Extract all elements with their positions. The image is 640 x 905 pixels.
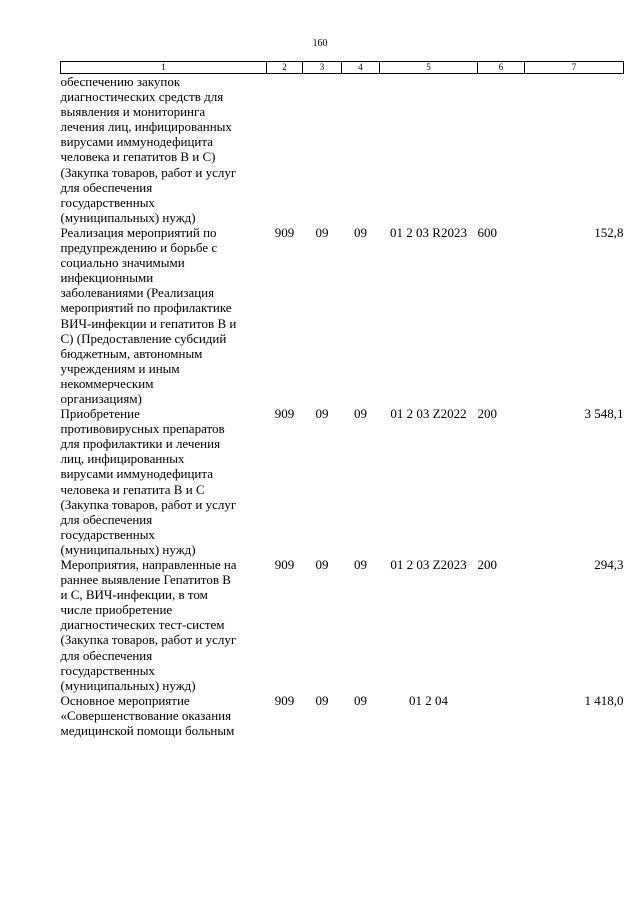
subsection-code [342, 74, 380, 225]
description-line: некоммерческим [60, 375, 154, 391]
ministry-code: 909 [274, 557, 295, 572]
table-row [61, 225, 624, 406]
description-line: (муниципальных) нужд) [60, 677, 196, 693]
table-row [61, 406, 624, 557]
table-row [61, 693, 624, 738]
description-line: «Совершенствование оказания [60, 707, 232, 723]
row-description [61, 693, 267, 738]
description-line: (муниципальных) нужд) [60, 541, 196, 557]
col-header-6: 6 [478, 62, 525, 74]
description-line: лиц, инфицированных [60, 451, 185, 467]
description-line: (муниципальных) нужд) [60, 209, 196, 225]
subsection-code: 09 [354, 224, 367, 240]
description-line: заболеваниями (Реализация [60, 285, 215, 301]
section-code: 09 [315, 557, 329, 572]
table-body [61, 74, 624, 739]
amount: 294,3 [594, 557, 624, 572]
description-line: Реализация мероприятий по [60, 224, 217, 240]
description-line: для обеспечения [60, 647, 153, 663]
description-line: диагностических тест-систем [60, 617, 225, 633]
description-line: вирусами иммунодефицита [60, 134, 213, 150]
header-row [61, 62, 624, 74]
description-line: выявления и мониторинга [60, 104, 206, 120]
expense-type-code: 600 [477, 224, 497, 240]
description-line: Основное мероприятие [60, 692, 190, 708]
page-number: 160 [312, 38, 328, 49]
description-line: числе приобретение [60, 602, 173, 618]
description-line: государственных [60, 194, 155, 210]
budget-table [60, 61, 624, 738]
amount: 152,8 [594, 224, 624, 240]
description-line: бюджетным, автономным [60, 345, 203, 361]
description-line: человека и гепатитов В и С) [60, 149, 216, 165]
section-code [303, 74, 342, 225]
row-description [61, 74, 267, 225]
description-line: вирусами иммунодефицита [60, 466, 213, 482]
description-line: государственных [60, 662, 155, 678]
description-line: ВИЧ-инфекции и гепатитов В и [60, 315, 237, 331]
target-article-code [380, 74, 478, 225]
description-line: раннее выявление Гепатитов В [60, 572, 231, 588]
description-line: социально значимыми [60, 255, 185, 271]
section-code: 09 [315, 224, 329, 240]
subsection-code: 09 [354, 406, 367, 422]
description-line: (Закупка товаров, работ и услуг [60, 164, 237, 180]
col-header-4: 4 [342, 62, 380, 74]
description-line: человека и гепатита В и С [60, 481, 205, 497]
amount [525, 74, 624, 225]
description-line: диагностических средств для [60, 89, 224, 105]
description-line: лечения лиц, инфицированных [60, 119, 232, 135]
description-line: для профилактики и лечения [60, 436, 221, 452]
description-line: и С, ВИЧ-инфекции, в том [60, 587, 208, 603]
description-line: обеспечению закупок [60, 74, 181, 89]
amount: 1 418,0 [584, 692, 624, 708]
expense-type-code: 200 [477, 406, 497, 422]
col-header-5: 5 [380, 62, 478, 74]
description-line: (Закупка товаров, работ и услуг [60, 632, 237, 648]
expense-type-code: 200 [477, 557, 497, 572]
ministry-code: 909 [274, 406, 295, 422]
description-line: С) (Предоставление субсидий [60, 330, 227, 346]
row-description [61, 557, 267, 693]
table-row [61, 557, 624, 693]
ministry-code [267, 74, 303, 225]
description-line: мероприятий по профилактике [60, 300, 232, 316]
ministry-code: 909 [274, 224, 295, 240]
description-line: Мероприятия, направленные на [60, 557, 237, 572]
row-description [61, 406, 267, 557]
description-line: медицинской помощи больным [60, 723, 235, 739]
description-line: инфекционными [60, 270, 154, 286]
section-code: 09 [315, 692, 329, 708]
ministry-code: 909 [274, 692, 295, 708]
description-line: организациям) [60, 390, 142, 406]
col-header-7: 7 [525, 62, 624, 74]
target-article-code: 01 2 03 Z2022 [390, 406, 467, 422]
target-article-code: 01 2 03 R2023 [390, 224, 467, 240]
target-article-code: 01 2 04 [409, 692, 448, 708]
subsection-code: 09 [354, 557, 367, 572]
col-header-1: 1 [61, 62, 267, 74]
description-line: (Закупка товаров, работ и услуг [60, 496, 237, 512]
expense-type-code [478, 693, 525, 738]
description-line: для обеспечения [60, 511, 153, 527]
description-line: противовирусных препаратов [60, 421, 225, 437]
description-line: Приобретение [60, 406, 140, 422]
description-line: предупреждению и борьбе с [60, 240, 218, 256]
row-description [61, 225, 267, 406]
col-header-2: 2 [267, 62, 303, 74]
col-header-3: 3 [303, 62, 342, 74]
expense-type-code [478, 74, 525, 225]
target-article-code: 01 2 03 Z2023 [390, 557, 467, 572]
description-line: для обеспечения [60, 179, 153, 195]
subsection-code: 09 [354, 692, 367, 708]
amount: 3 548,1 [584, 406, 624, 422]
section-code: 09 [315, 406, 329, 422]
description-line: государственных [60, 526, 155, 542]
table-row [61, 74, 624, 225]
description-line: учреждениям и иным [60, 360, 180, 376]
